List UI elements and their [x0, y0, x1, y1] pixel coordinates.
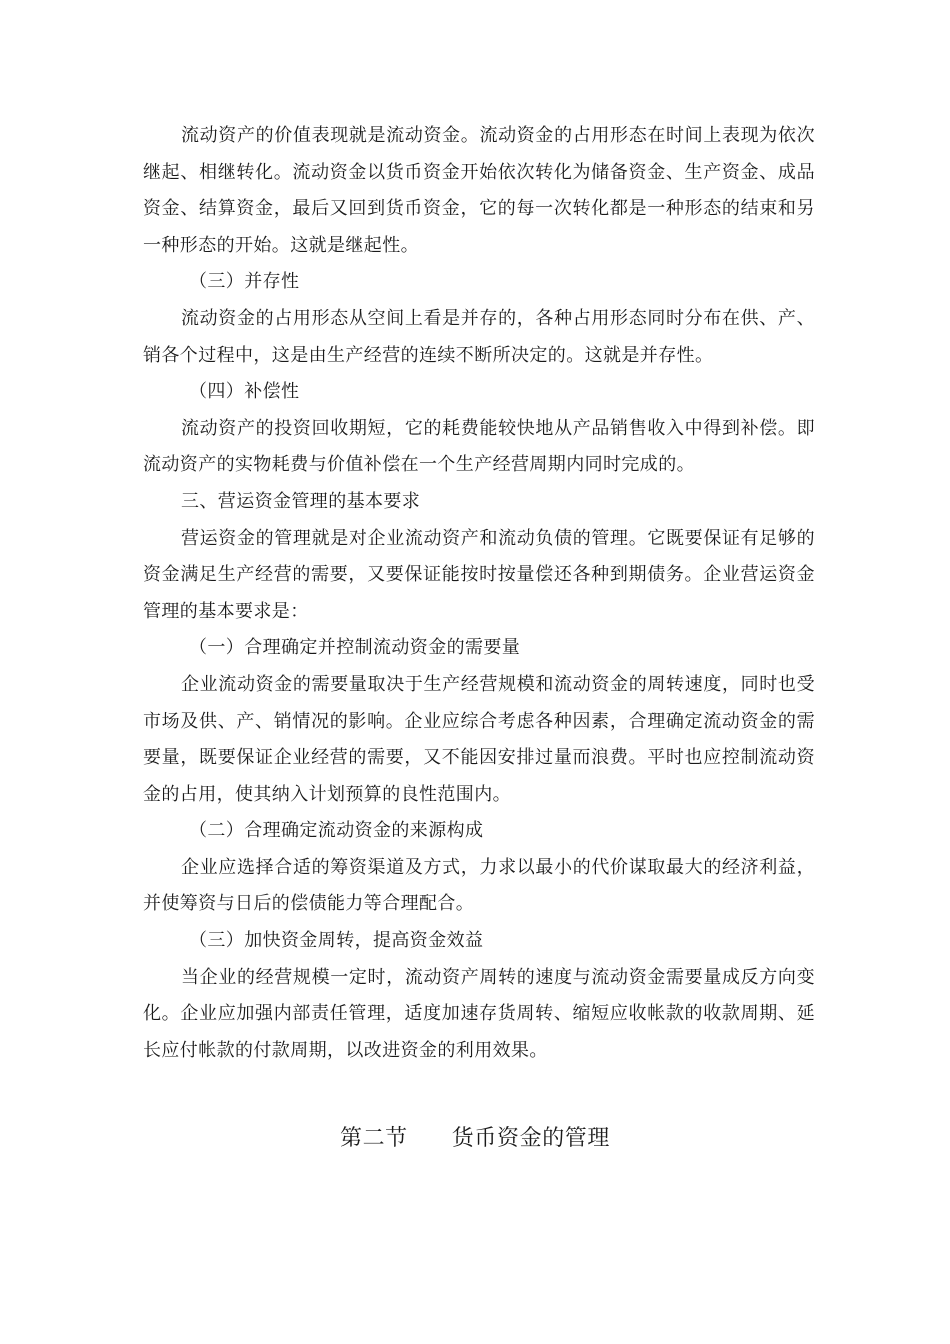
section-number: 第二节 [339, 1126, 408, 1151]
section-title [0, 1121, 950, 1152]
heading-compensation: （四）补偿性 [189, 381, 300, 403]
heading-requirement-3: （三）加快资金周转，提高资金效益 [189, 930, 484, 952]
paragraph-coexistence: 流动资金的占用形态从空间上看是并存的，各种占用形态同时分布在供、产、销各个过程中，这是由生产经营的连续不断所决定的。这就是并存性。 [143, 307, 815, 366]
paragraph-requirement-2: 企业应选择合适的筹资渠道及方式，力求以最小的代价谋取最大的经济利益，并使筹资与日后的偿债能力等合理配合。 [143, 856, 815, 915]
heading-coexistence: （三）并存性 [189, 271, 300, 293]
heading-requirement-1: （一）合理确定并控制流动资金的需要量 [189, 637, 521, 659]
paragraph-requirement-1: 企业流动资金的需要量取决于生产经营规模和流动资金的周转速度，同时也受市场及供、产、销情况的影响。企业应综合考虑各种因素，合理确定流动资金的需要量，既要保证企业经营的需要，又不能因安排过量而浪费。平时也应控制流动资金的占用，使其纳入计划预算的良性范围内。 [143, 673, 815, 805]
heading-requirement-2: （二）合理确定流动资金的来源构成 [189, 820, 484, 842]
paragraph-compensation: 流动资产的投资回收期短，它的耗费能较快地从产品销售收入中得到补偿。即流动资产的实物耗费与价值补偿在一个生产经营周期内同时完成的。 [143, 417, 815, 476]
paragraph-requirement-3: 当企业的经营规模一定时，流动资产周转的速度与流动资金需要量成反方向变化。企业应加强内部责任管理，适度加速存货周转、缩短应收帐款的收款周期、延长应付帐款的付款周期，以改进资金的利用效果。 [143, 966, 815, 1061]
paragraph-continuity: 流动资产的价值表现就是流动资金。流动资金的占用形态在时间上表现为依次继起、相继转化。流动资金以货币资金开始依次转化为储备资金、生产资金、成品资金、结算资金，最后又回到货币资金，它的每一次转化都是一种形态的结束和另一种形态的开始。这就是继起性。 [143, 125, 815, 256]
paragraph-working-capital-management: 营运资金的管理就是对企业流动资产和流动负债的管理。它既要保证有足够的资金满足生产经营的需要，又要保证能按时按量偿还各种到期债务。企业营运资金管理的基本要求是： [143, 527, 815, 622]
heading-basic-requirements: 三、营运资金管理的基本要求 [181, 490, 421, 512]
section-heading: 货币资金的管理 [451, 1126, 610, 1151]
document-body [143, 118, 815, 1069]
